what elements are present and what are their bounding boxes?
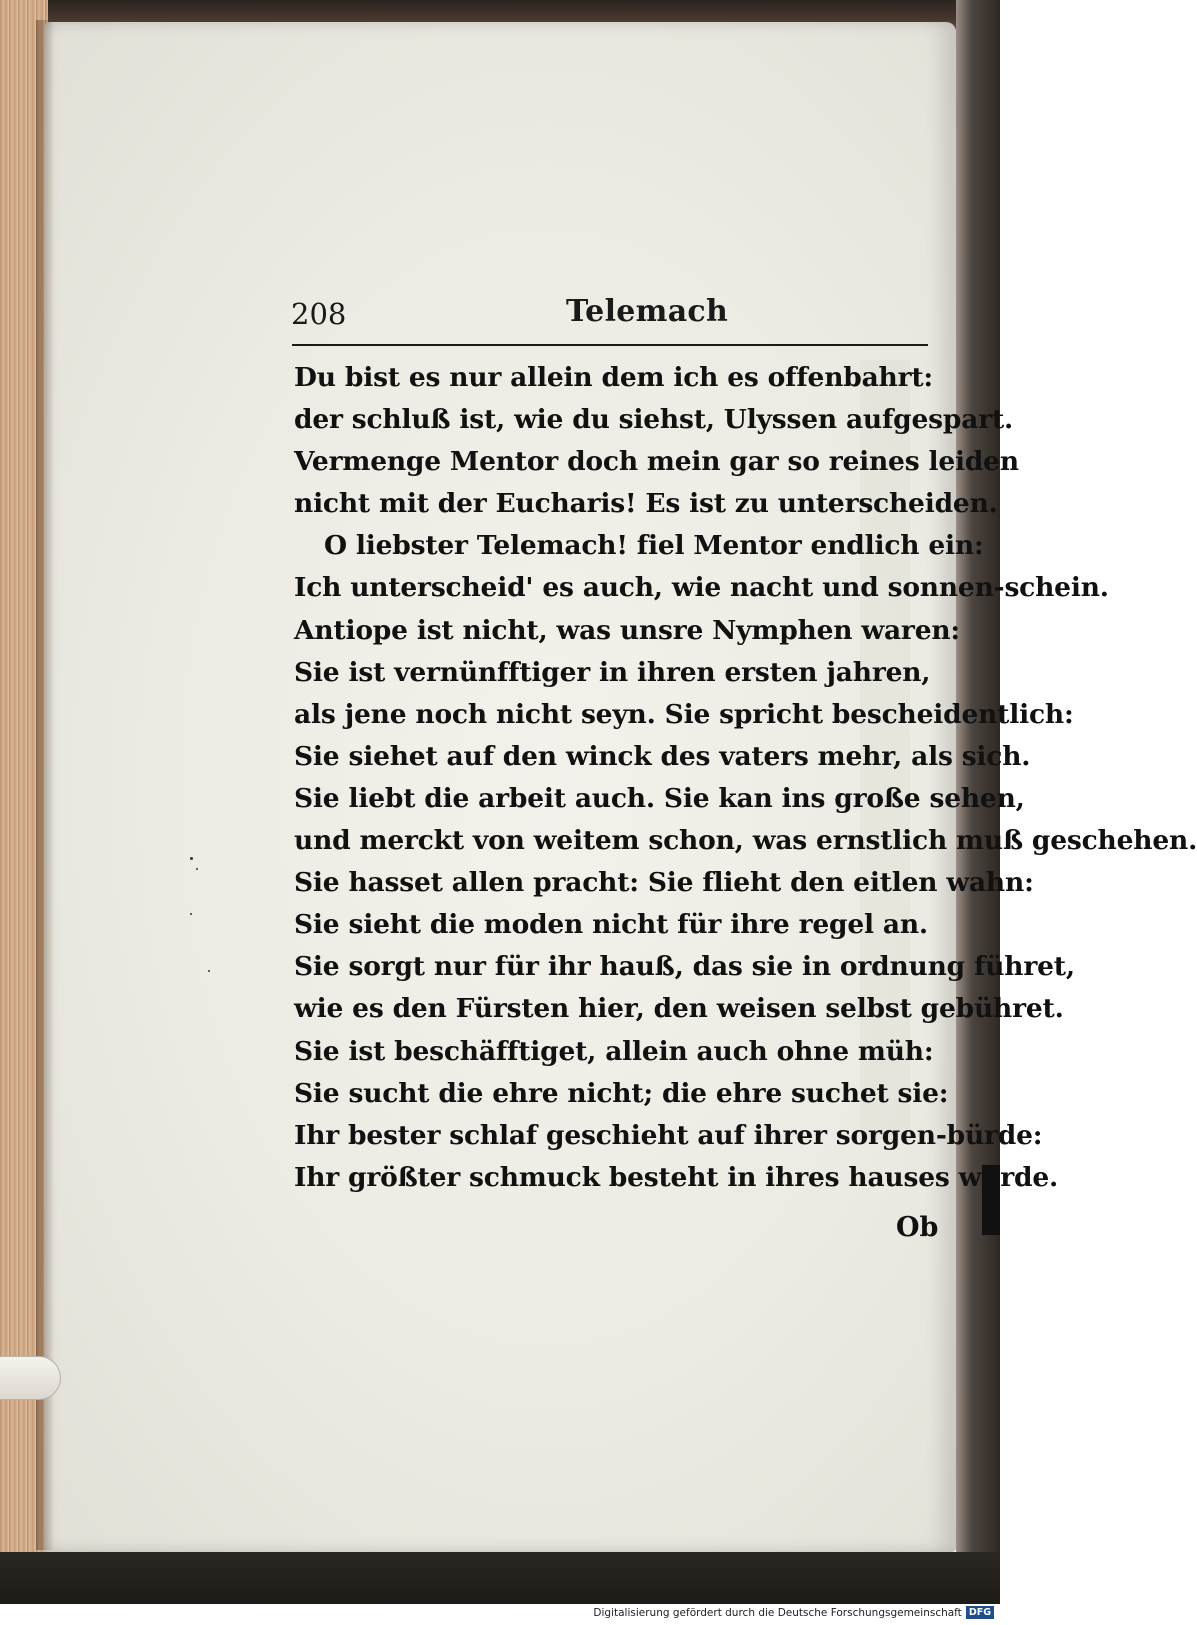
catchword: Ob	[896, 1212, 939, 1243]
ink-speck	[190, 913, 192, 915]
verse-line: Sie sieht die moden nicht für ihre regel an.	[294, 909, 928, 941]
verse-line: wie es den Fürsten hier, den weisen selbst gebühret.	[294, 993, 1064, 1025]
dfg-logo: DFG	[966, 1606, 994, 1619]
verse-line: Antiope ist nicht, was unsre Nymphen waren:	[294, 614, 960, 646]
ink-speck	[190, 857, 193, 860]
verse-line: Sie siehet auf den winck des vaters mehr, als sich.	[294, 740, 1031, 772]
verse-line: der schluß ist, wie du siehst, Ulyssen aufgespart.	[294, 404, 1014, 436]
verse-line: Sie sucht die ehre nicht; die ehre suchet sie:	[294, 1077, 949, 1109]
verse-text	[294, 357, 1197, 1199]
running-title: Telemach	[566, 294, 729, 329]
verse-line: Sie liebt die arbeit auch. Sie kan ins große sehen,	[294, 782, 1025, 814]
header-rule	[292, 344, 928, 346]
verse-line: Sie ist vernünfftiger in ihren ersten jahren,	[294, 656, 931, 688]
verse-line: Vermenge Mentor doch mein gar so reines leiden	[294, 446, 1019, 478]
ink-speck	[208, 970, 210, 972]
credit-text: Digitalisierung gefördert durch die Deutsche Forschungsgemeinschaft	[593, 1606, 962, 1619]
verse-line: O liebster Telemach! fiel Mentor endlich ein:	[324, 530, 984, 562]
page-number: 208	[291, 297, 347, 331]
verse-line: Sie ist beschäfftiget, allein auch ohne müh:	[294, 1035, 934, 1067]
binding-shadow	[36, 20, 54, 1550]
verse-line: Ich unterscheid' es auch, wie nacht und sonnen-schein.	[294, 572, 1109, 604]
verse-line: Sie sorgt nur für ihr hauß, das sie in ordnung führet,	[294, 951, 1075, 983]
digitization-credit	[593, 1606, 994, 1619]
verse-line: Du bist es nur allein dem ich es offenbahrt:	[294, 362, 934, 393]
verse-line: Sie hasset allen pracht: Sie flieht den eitlen wahn:	[294, 867, 1034, 899]
verse-line: nicht mit der Eucharis! Es ist zu unterscheiden.	[294, 488, 998, 520]
verse-line: und merckt von weitem schon, was ernstlich muß geschehen.	[294, 825, 1197, 857]
verse-line: als jene noch nicht seyn. Sie spricht bescheidentlich:	[294, 698, 1074, 730]
page-marker-tab	[0, 1356, 61, 1400]
verse-line: Ihr größter schmuck besteht in ihres hauses würde.	[294, 1161, 1059, 1193]
scan-bottom-edge	[0, 1552, 1000, 1604]
ink-speck	[196, 868, 198, 870]
verse-line: Ihr bester schlaf geschieht auf ihrer sorgen-bürde:	[294, 1119, 1043, 1151]
